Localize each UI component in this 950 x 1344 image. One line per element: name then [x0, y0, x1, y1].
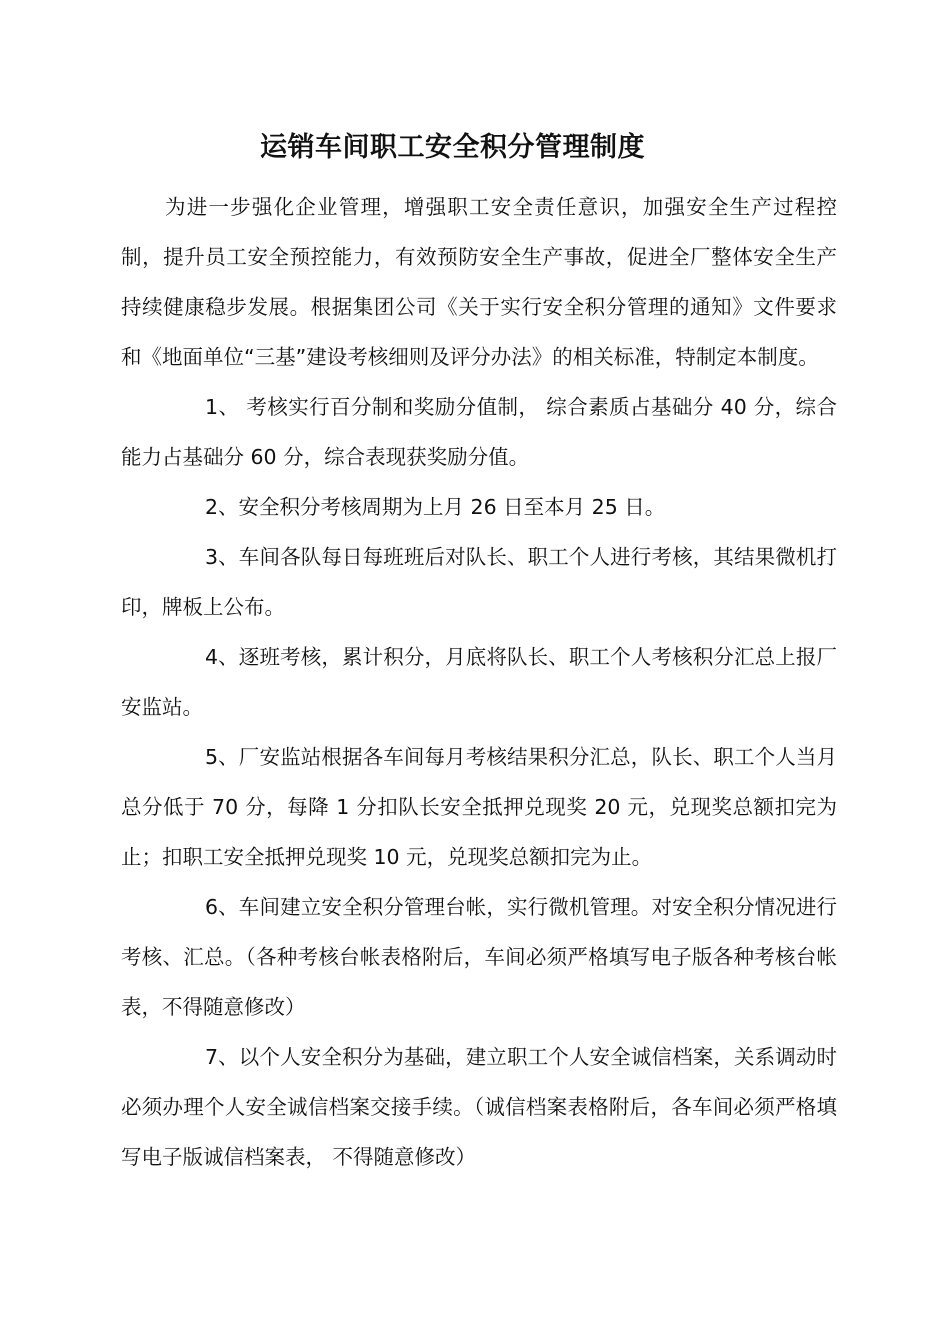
rule-item-6: 6、车间建立安全积分管理台帐，实行微机管理。对安全积分情况进行考核、汇总。（各种考核台帐表格附后，车间必须严格填写电子版各种考核台帐表，不得随意修改） [121, 895, 837, 1019]
rule-item-5: 5、厂安监站根据各车间每月考核结果积分汇总，队长、职工个人当月总分低于 70 分，每降 1 分扣队长安全抵押兑现奖 20 元，兑现奖总额扣完为止；扣职工安全抵押兑现奖 10 元，兑现奖总额扣完为止。 [121, 745, 837, 869]
document-title: 运销车间职工安全积分管理制度 [260, 132, 645, 163]
intro-paragraph: 为进一步强化企业管理，增强职工安全责任意识，加强安全生产过程控制，提升员工安全预控能力，有效预防安全生产事故，促进全厂整体安全生产持续健康稳步发展。根据集团公司《关于实行安全积分管理的通知》文件要求和《地面单位“三基”建设考核细则及评分办法》的相关标准，特制定本制度。 [121, 195, 837, 369]
rule-item-7: 7、以个人安全积分为基础，建立职工个人安全诚信档案，关系调动时必须办理个人安全诚信档案交接手续。（诚信档案表格附后，各车间必须严格填写电子版诚信档案表， 不得随意修改） [121, 1045, 837, 1169]
rule-item-4: 4、逐班考核，累计积分，月底将队长、职工个人考核积分汇总上报厂安监站。 [121, 645, 837, 719]
rule-item-2: 2、安全积分考核周期为上月 26 日至本月 25 日。 [205, 495, 666, 519]
document-body [121, 182, 837, 1182]
rule-item-3: 3、车间各队每日每班班后对队长、职工个人进行考核，其结果微机打印，牌板上公布。 [121, 545, 837, 619]
rule-item-1: 1、 考核实行百分制和奖励分值制， 综合素质占基础分 40 分，综合能力占基础分 60 分，综合表现获奖励分值。 [121, 395, 837, 469]
